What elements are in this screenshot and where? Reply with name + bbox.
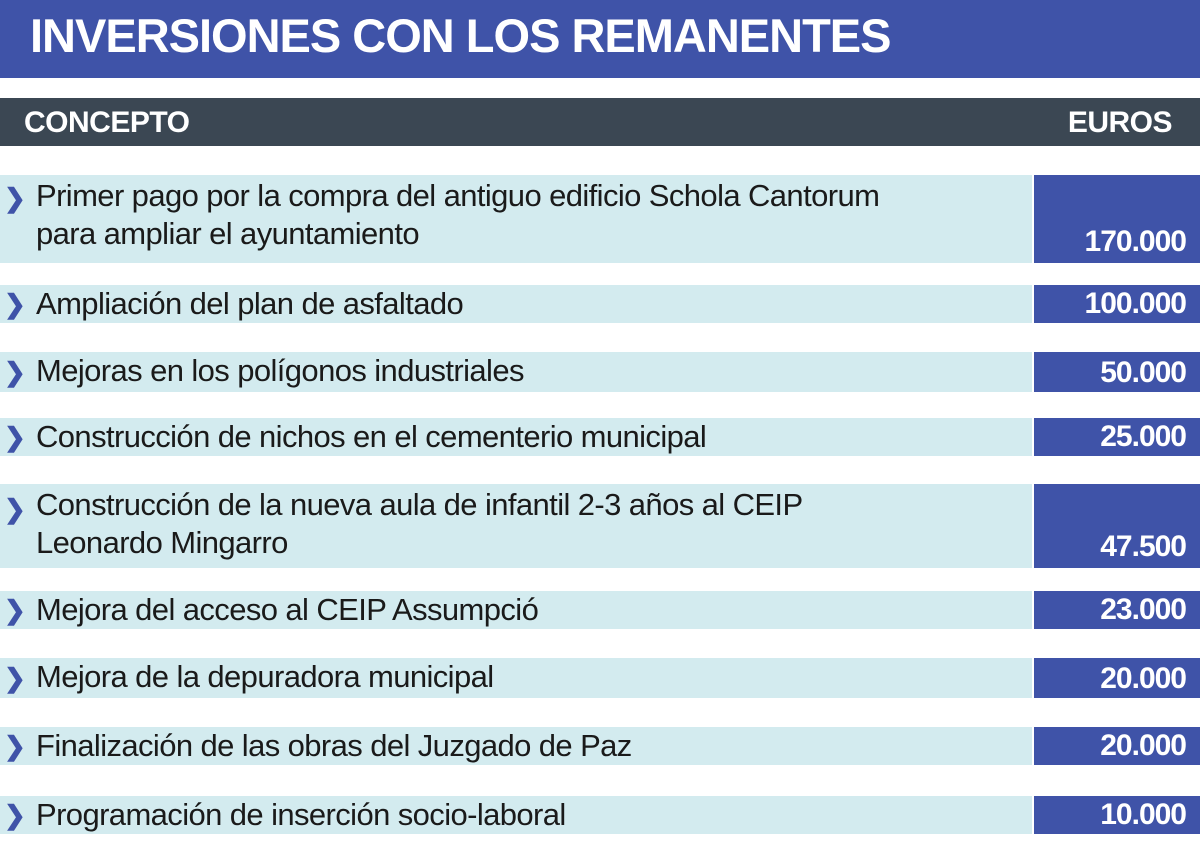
table-row [0,591,1200,629]
amount-value: 47.500 [1100,530,1186,563]
column-header-euros: EUROS [1067,106,1172,139]
chevron-right-icon: ❯ [4,494,26,524]
concept-label: Programación de inserción socio-laboral [36,797,566,832]
amount-value: 20.000 [1100,729,1186,762]
amount-value: 25.000 [1100,420,1186,453]
amount-cell [1034,727,1200,765]
concept-label: Construcción de la nueva aula de infantil 2-3 años al CEIP Leonardo Mingarro [36,487,803,560]
amount-value: 23.000 [1100,593,1186,626]
table-row [0,727,1200,765]
amount-cell [1034,175,1200,263]
concept-label: Mejora del acceso al CEIP Assumpció [36,592,539,627]
table-row [0,658,1200,698]
concept-label: Construcción de nichos en el cementerio municipal [36,419,707,454]
table-row [0,285,1200,323]
concept-label: Mejora de la depuradora municipal [36,659,494,694]
table-row [0,175,1200,263]
title-bar [0,0,1200,78]
chevron-right-icon: ❯ [4,422,26,452]
concept-label: Ampliación del plan de asfaltado [36,286,464,321]
amount-value: 50.000 [1100,356,1186,389]
chevron-right-icon: ❯ [4,595,26,625]
chevron-right-icon: ❯ [4,357,26,387]
table-header [0,98,1200,146]
amount-cell [1034,418,1200,456]
amount-value: 170.000 [1084,225,1186,258]
concept-label: Finalización de las obras del Juzgado de Paz [36,728,632,763]
amount-cell [1034,658,1200,698]
chevron-right-icon: ❯ [4,183,26,213]
table-row [0,352,1200,392]
chevron-right-icon: ❯ [4,663,26,693]
chevron-right-icon: ❯ [4,289,26,319]
amount-cell [1034,484,1200,568]
concept-label: Primer pago por la compra del antiguo edificio Schola Cantorum para ampliar el ayuntamiento [36,178,880,251]
table-row [0,418,1200,456]
amount-cell [1034,285,1200,323]
amount-cell [1034,591,1200,629]
amount-value: 100.000 [1084,287,1186,320]
amount-cell [1034,796,1200,834]
table-row [0,484,1200,568]
amount-value: 10.000 [1100,798,1186,831]
chevron-right-icon: ❯ [4,731,26,761]
amount-cell [1034,352,1200,392]
table-row [0,796,1200,834]
chevron-right-icon: ❯ [4,800,26,830]
amount-value: 20.000 [1100,662,1186,695]
column-header-concepto: CONCEPTO [24,106,190,139]
concept-label: Mejoras en los polígonos industriales [36,353,524,388]
page-title: INVERSIONES CON LOS REMANENTES [30,9,891,62]
